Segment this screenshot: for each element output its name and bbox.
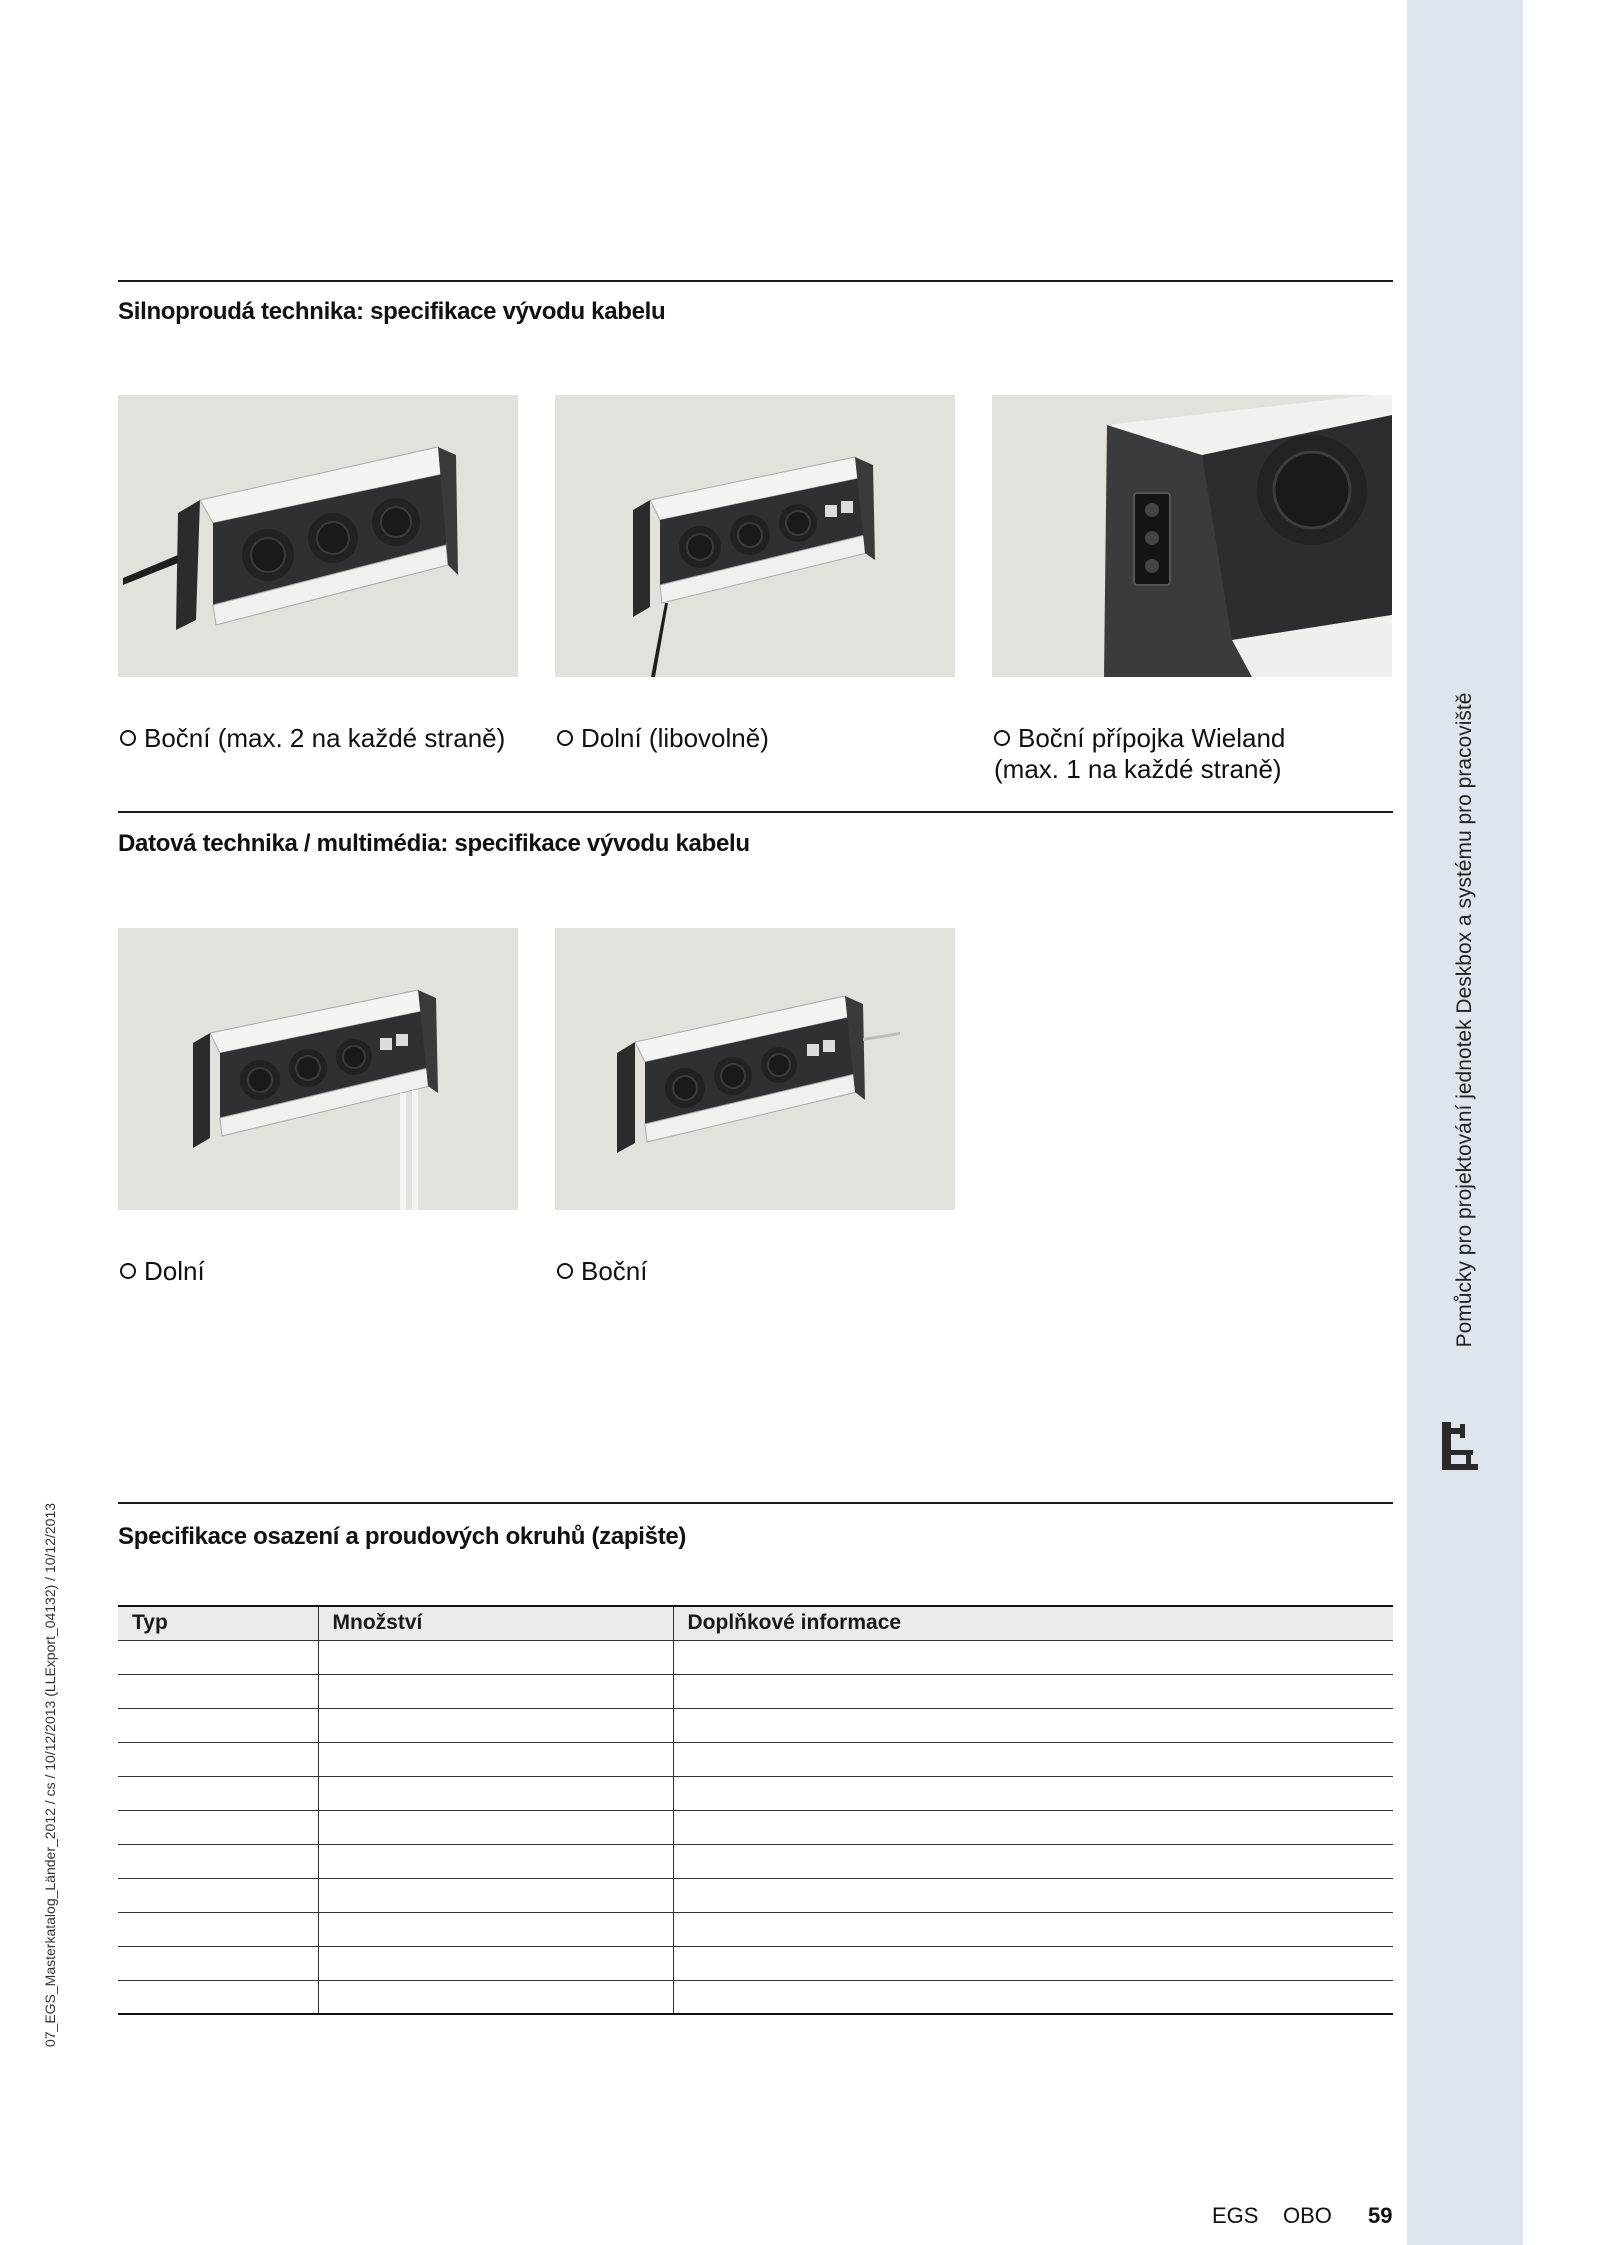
deskbox-logo-icon [1440, 1420, 1480, 1472]
section-divider [118, 1502, 1393, 1504]
bullet-circle-icon [557, 1263, 573, 1279]
bullet-circle-icon [120, 730, 136, 746]
table-row [118, 1708, 1393, 1742]
table-cell-typ[interactable] [118, 1810, 318, 1844]
table-cell-mnozstvi[interactable] [318, 1810, 673, 1844]
table-cell-mnozstvi[interactable] [318, 1640, 673, 1674]
table-row [118, 1640, 1393, 1674]
table-cell-doplnkove[interactable] [673, 1946, 1393, 1980]
table-cell-mnozstvi[interactable] [318, 1674, 673, 1708]
caption-data-side: Boční [557, 1256, 648, 1287]
bullet-circle-icon [120, 1263, 136, 1279]
table-cell-doplnkove[interactable] [673, 1640, 1393, 1674]
section-title-power: Silnoproudá technika: specifikace vývodu kabelu [118, 298, 666, 325]
bullet-circle-icon [994, 730, 1010, 746]
socket-data-unit-side-cable-photo [555, 928, 955, 1210]
column-header-doplnkove: Doplňkové informace [673, 1606, 1393, 1640]
table-row [118, 1674, 1393, 1708]
table-cell-doplnkove[interactable] [673, 1776, 1393, 1810]
table-row [118, 1878, 1393, 1912]
table-row [118, 1742, 1393, 1776]
table-cell-typ[interactable] [118, 1742, 318, 1776]
bullet-circle-icon [557, 730, 573, 746]
table-cell-typ[interactable] [118, 1640, 318, 1674]
document-code-vertical: 07_EGS_Masterkatalog_Länder_2012 / cs / 10/12/2013 (LLExport_04132) / 10/12/2013 [42, 1502, 58, 2048]
spec-table [118, 1605, 1393, 2015]
column-header-typ: Typ [118, 1606, 318, 1640]
table-cell-mnozstvi[interactable] [318, 1776, 673, 1810]
table-row [118, 1810, 1393, 1844]
caption-power-wieland: Boční přípojka Wieland (max. 1 na každé straně) [994, 723, 1286, 784]
footer-brand-egs: EGS [1212, 2203, 1259, 2228]
caption-power-side: Boční (max. 2 na každé straně) [120, 723, 505, 754]
table-row [118, 1946, 1393, 1980]
wieland-connector-closeup-photo [992, 395, 1392, 677]
table-cell-doplnkove[interactable] [673, 1878, 1393, 1912]
table-header-row [118, 1606, 1393, 1640]
table-cell-mnozstvi[interactable] [318, 1980, 673, 2014]
footer-brand-obo: OBO [1283, 2203, 1332, 2228]
table-cell-typ[interactable] [118, 1980, 318, 2014]
table-row [118, 1912, 1393, 1946]
socket-unit-side-cable-photo [118, 395, 518, 677]
table-cell-mnozstvi[interactable] [318, 1912, 673, 1946]
socket-unit-bottom-cable-photo [555, 395, 955, 677]
table-cell-typ[interactable] [118, 1674, 318, 1708]
table-cell-mnozstvi[interactable] [318, 1708, 673, 1742]
section-title-data: Datová technika / multimédia: specifikace vývodu kabelu [118, 830, 750, 857]
socket-data-unit-bottom-cable-photo [118, 928, 518, 1210]
table-cell-typ[interactable] [118, 1946, 318, 1980]
table-cell-doplnkove[interactable] [673, 1674, 1393, 1708]
sidebar-vertical-title: Pomůcky pro projektování jednotek Deskbox a systému pro pracoviště [1453, 692, 1476, 1348]
table-row [118, 1844, 1393, 1878]
caption-data-bottom: Dolní [120, 1256, 205, 1287]
caption-power-bottom: Dolní (libovolně) [557, 723, 769, 754]
table-cell-doplnkove[interactable] [673, 1810, 1393, 1844]
section-divider [118, 811, 1393, 813]
table-row [118, 1980, 1393, 2014]
section-title-spec: Specifikace osazení a proudových okruhů (zapište) [118, 1523, 687, 1550]
table-cell-mnozstvi[interactable] [318, 1946, 673, 1980]
table-row [118, 1776, 1393, 1810]
section-divider [118, 280, 1393, 282]
table-cell-mnozstvi[interactable] [318, 1878, 673, 1912]
column-header-mnozstvi: Množství [318, 1606, 673, 1640]
table-cell-typ[interactable] [118, 1708, 318, 1742]
table-cell-typ[interactable] [118, 1776, 318, 1810]
table-cell-doplnkove[interactable] [673, 1912, 1393, 1946]
table-cell-doplnkove[interactable] [673, 1980, 1393, 2014]
table-cell-typ[interactable] [118, 1912, 318, 1946]
table-cell-typ[interactable] [118, 1878, 318, 1912]
table-cell-typ[interactable] [118, 1844, 318, 1878]
table-cell-doplnkove[interactable] [673, 1708, 1393, 1742]
table-cell-mnozstvi[interactable] [318, 1742, 673, 1776]
page-number: 59 [1368, 2203, 1393, 2228]
table-cell-doplnkove[interactable] [673, 1742, 1393, 1776]
table-cell-mnozstvi[interactable] [318, 1844, 673, 1878]
table-cell-doplnkove[interactable] [673, 1844, 1393, 1878]
